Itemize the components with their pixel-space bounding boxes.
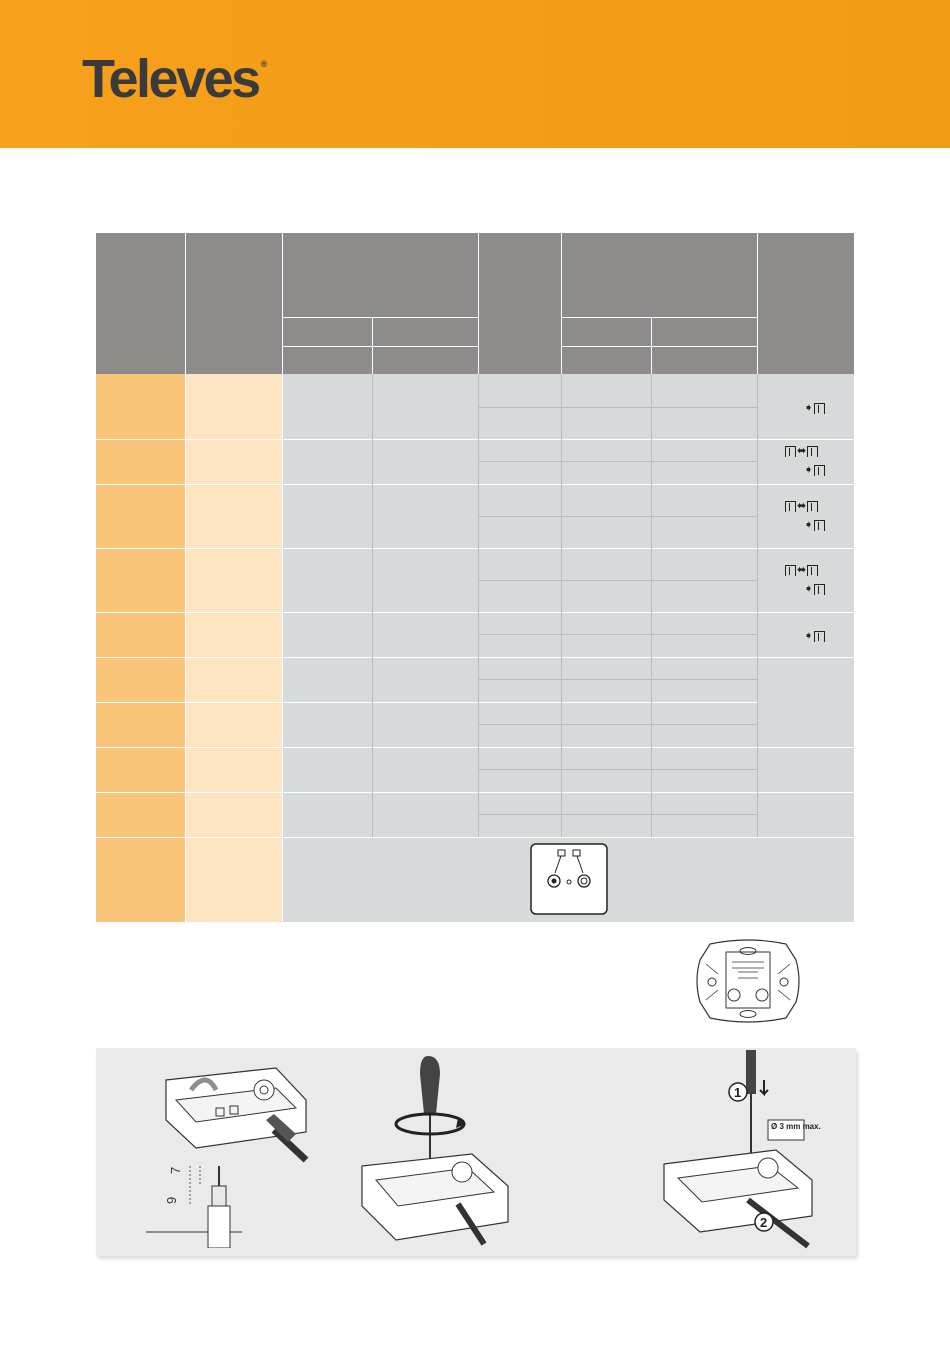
signal-arrow-icon: ➧ [804,463,826,476]
bidirectional-icon: ⬌ [784,444,819,457]
table-header [96,233,854,374]
screw-tightening-icon [348,1054,520,1250]
cable-insertion-icon [156,1060,324,1172]
signal-arrow-icon: ➧ [804,582,826,595]
callout-2: 2 [760,1215,768,1230]
strip-dim-a: 9 [164,1196,179,1204]
strip-dim-b: 7 [168,1166,183,1174]
reference-column [186,374,282,922]
signal-arrow-icon: ➧ [804,401,826,414]
outlet-rear-icon [692,938,804,1024]
callout-1: 1 [734,1085,742,1100]
signal-arrow-icon: ➧ [804,518,826,531]
installation-steps-panel [96,1048,856,1256]
bidirectional-icon: ⬌ [784,563,819,576]
outlet-faceplate-icon [530,843,608,915]
model-column [96,374,185,922]
header-banner [0,0,950,148]
values-area [283,374,854,922]
bidirectional-icon: ⬌ [784,499,819,512]
signal-arrow-icon: ➧ [804,629,826,642]
televes-logo: Televes ® [82,49,268,109]
screwdriver-note: Ø 3 mm max. [771,1122,821,1131]
stripped-cable-icon [142,1158,252,1248]
cable-release-icon [652,1050,842,1254]
specifications-table [96,233,854,922]
